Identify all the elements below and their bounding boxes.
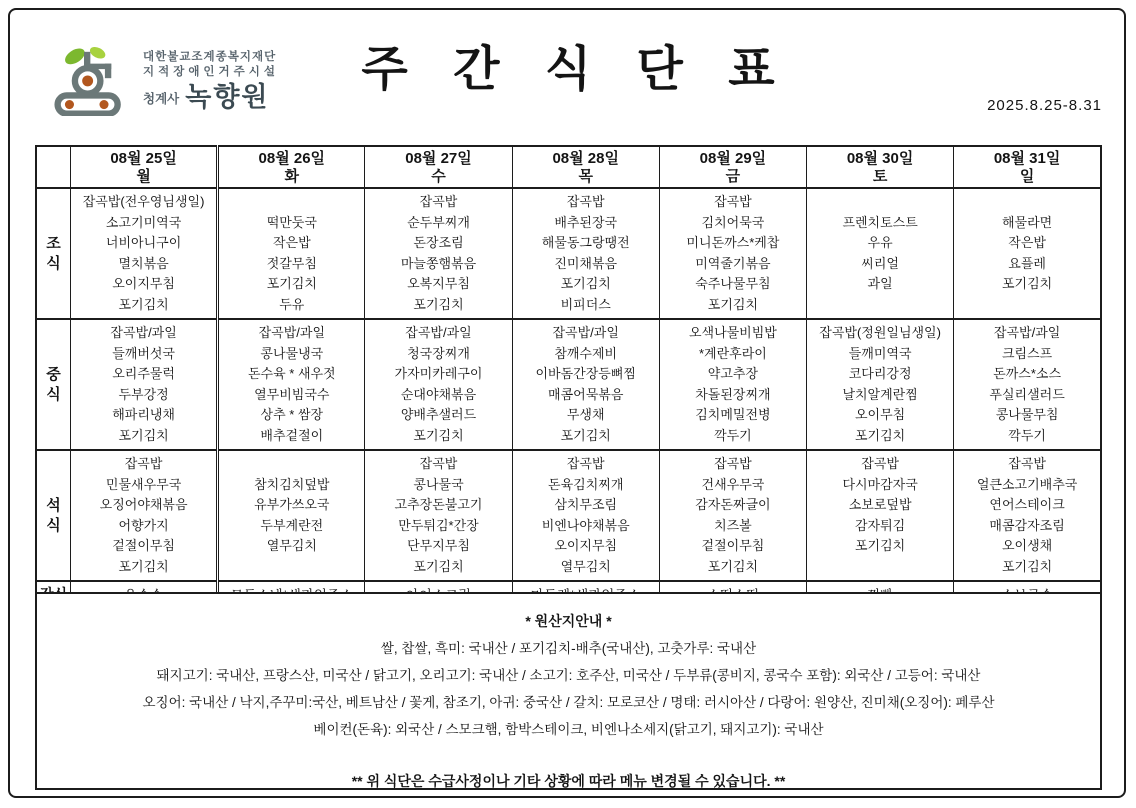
day-date: 08월 29일 (699, 149, 767, 167)
menu-item: 포기김치 (1001, 276, 1053, 291)
menu-item: 무생채 (566, 407, 605, 422)
menu-item: 순대야채볶음 (400, 386, 477, 402)
menu-item: 요플레 (1008, 255, 1046, 271)
menu-item: 열무비빔국수 (254, 386, 330, 402)
menu-item: 포기김치 (118, 427, 169, 443)
menu-item: 잡곡밥(전우영님생일) (82, 194, 205, 209)
menu-item (954, 192, 1100, 213)
meal-label-text: 석식 (46, 496, 61, 534)
menu-item: 삼치무조림 (554, 497, 618, 512)
menu-item: 잡곡밥/과일 (552, 325, 619, 340)
menu-cell (512, 450, 659, 581)
menu-item: 겉절이무침 (701, 538, 765, 553)
menu-item: 잡곡밥 (861, 456, 899, 471)
menu-item (807, 557, 953, 578)
menu-cell (218, 319, 365, 450)
menu-cell (954, 188, 1101, 319)
menu-item: 두부강정 (118, 386, 169, 402)
menu-item: 콩나물무침 (995, 407, 1059, 422)
menu-item: 잡곡밥 (419, 194, 458, 209)
site-name: 녹향원 (185, 82, 270, 112)
menu-item: 오이생채 (1001, 538, 1053, 553)
menu-item: 해파리냉채 (112, 407, 175, 422)
menu-item: 잡곡밥 (566, 194, 605, 209)
day-date: 08월 31일 (993, 149, 1061, 167)
menu-item: 포기김치 (413, 558, 464, 574)
menu-item (807, 295, 953, 316)
meal-row (36, 450, 1101, 581)
menu-cell (365, 450, 512, 581)
menu-item: 김치메밀전병 (695, 407, 771, 422)
meal-row (36, 319, 1101, 450)
meal-label (36, 450, 71, 581)
day-date: 08월 27일 (405, 149, 472, 167)
menu-item: 해물동그랑땡전 (541, 235, 630, 250)
menu-item: 잡곡밥 (1008, 456, 1046, 471)
menu-cell (365, 188, 512, 319)
origin-line: 쌀, 찹쌀, 흑미: 국내산 / 포기김치-배추(국내산), 고춧가루: 국내산 (380, 641, 757, 656)
day-date: 08월 25일 (110, 149, 177, 167)
menu-item: 잡곡밥/과일 (110, 325, 177, 340)
menu-cell (807, 188, 954, 319)
menu-item: 포기김치 (707, 558, 759, 574)
table-header-row (36, 146, 1101, 188)
menu-item: 잡곡밥 (419, 456, 458, 471)
menu-item: 연어스테이크 (989, 497, 1065, 512)
menu-item: 잡곡밥 (714, 194, 752, 209)
menu-item: 치즈볼 (714, 517, 752, 533)
menu-item: 콩나물국 (413, 476, 464, 492)
menu-item: 만두튀김*간장 (398, 517, 479, 533)
day-header (365, 146, 512, 188)
menu-item: 잡곡밥/과일 (258, 325, 325, 340)
menu-item: 돈장조림 (413, 235, 464, 250)
menu-item (219, 454, 364, 475)
menu-cell (954, 319, 1101, 450)
meal-label (36, 319, 71, 450)
day-weekday: 목 (578, 167, 593, 185)
origin-notes-title: * 원산지안내 * (525, 613, 612, 629)
menu-item: 깍두기 (1008, 427, 1046, 443)
menu-item: 두유 (279, 296, 305, 312)
menu-item: 포기김치 (266, 276, 317, 291)
day-header (218, 146, 365, 188)
menu-item (219, 557, 364, 578)
menu-cell (218, 450, 365, 581)
menu-item: 너비아니구이 (105, 235, 182, 250)
menu-item: 잡곡밥 (566, 456, 605, 471)
menu-item: 포기김치 (413, 427, 464, 443)
menu-item: 과일 (867, 276, 893, 291)
menu-item (807, 192, 953, 213)
menu-item: 건새우무국 (701, 476, 765, 492)
day-weekday: 금 (725, 167, 741, 185)
menu-item: 겉절이무침 (112, 538, 175, 553)
menu-item: 순두부찌개 (407, 214, 470, 230)
menu-item: 돈까스*소스 (993, 366, 1062, 381)
menu-item: 오복지무침 (407, 276, 470, 291)
menu-item: 약고추장 (707, 366, 759, 381)
menu-item: 포기김치 (560, 427, 611, 443)
menu-item: 미역줄기볶음 (695, 255, 771, 271)
menu-item (219, 192, 364, 213)
org-name-line1: 대한불교조계종복지재단 (143, 51, 277, 63)
day-header (659, 146, 806, 188)
menu-item: 오이지무침 (554, 538, 618, 553)
menu-item: 오이무침 (855, 407, 906, 422)
menu-item: 참치김치덮밥 (254, 476, 330, 492)
menu-item: 매콤어묵볶음 (548, 386, 624, 402)
menu-item: *계란후라이 (698, 345, 767, 361)
menu-item: 프렌치토스트 (842, 214, 918, 230)
menu-item: 잡곡밥/과일 (405, 325, 472, 340)
menu-item: 포기김치 (855, 427, 906, 443)
menu-item: 청국장찌개 (407, 345, 470, 361)
menu-change-notice: ** 위 식단은 수급사정이나 기타 상황에 따라 메뉴 변경될 수 있습니다. ** (351, 773, 786, 789)
day-header (512, 146, 659, 188)
menu-item: 가자미카레구이 (394, 366, 483, 381)
menu-item: 작은밥 (272, 235, 311, 250)
menu-item: 포기김치 (707, 296, 759, 312)
menu-item: 돈육김치찌개 (548, 476, 624, 492)
day-weekday: 화 (284, 167, 300, 185)
menu-item: 잡곡밥 (714, 456, 752, 471)
origin-line: 돼지고기: 국내산, 프랑스산, 미국산 / 닭고기, 오리고기: 국내산 / 소고기: 호주산, 미국산 / 두부류(콩비지, 콩국수 포함): 외국산 / 고등어: 국내산 (156, 668, 981, 683)
menu-cell (71, 450, 218, 581)
menu-cell (659, 450, 806, 581)
menu-table (35, 145, 1102, 607)
menu-item: 열무김치 (560, 558, 611, 574)
menu-item: 양배추샐러드 (400, 407, 477, 422)
menu-item: 진미채볶음 (554, 255, 618, 271)
menu-item: 잡곡밥 (124, 456, 163, 471)
menu-item: 우유 (867, 235, 893, 250)
meal-label (36, 188, 71, 319)
menu-cell (807, 450, 954, 581)
menu-item: 작은밥 (1008, 235, 1046, 250)
day-date: 08월 28일 (552, 149, 619, 167)
menu-cell (659, 319, 806, 450)
menu-item: 들깨미역국 (848, 345, 912, 361)
menu-item: 오징어야채볶음 (99, 497, 188, 512)
menu-item: 깍두기 (714, 427, 752, 443)
menu-cell (659, 188, 806, 319)
menu-item: 민물새우무국 (105, 476, 182, 492)
menu-item: 콩나물냉국 (260, 345, 324, 361)
menu-item: 배추된장국 (554, 214, 618, 230)
menu-item: 고추장돈불고기 (394, 497, 483, 512)
day-date: 08월 26일 (258, 149, 326, 167)
menu-item: 이바돔간장등뼈찜 (535, 366, 636, 381)
menu-item: 젓갈무침 (266, 255, 317, 271)
menu-item: 상추 * 쌈장 (260, 407, 324, 422)
origin-line: 베이컨(돈육): 외국산 / 스모크햄, 함박스테이크, 비엔나소세지(닭고기, 돼지고기): 국내산 (313, 722, 824, 737)
meal-row (36, 188, 1101, 319)
date-range: 2025.8.25-8.31 (987, 97, 1102, 114)
menu-item: 어향가지 (118, 517, 169, 533)
menu-cell (71, 188, 218, 319)
menu-item: 포기김치 (118, 558, 169, 574)
menu-cell (71, 319, 218, 450)
menu-item: 크림스프 (1001, 345, 1053, 361)
menu-item: 소보로덮밥 (848, 497, 912, 512)
menu-item: 해물라면 (1001, 214, 1053, 230)
meal-label-text: 중식 (46, 365, 61, 403)
menu-item: 푸실리샐러드 (989, 386, 1065, 402)
menu-cell (512, 188, 659, 319)
menu-item (954, 295, 1100, 316)
menu-item: 단무지무침 (407, 538, 470, 553)
day-weekday: 수 (431, 167, 446, 185)
menu-item: 포기김치 (855, 538, 906, 553)
menu-item: 열무김치 (266, 538, 317, 553)
menu-item: 포기김치 (560, 276, 611, 291)
menu-item: 포기김치 (413, 296, 464, 312)
menu-item: 비피더스 (560, 296, 611, 312)
page-title: 주 간 식 단 표 (361, 43, 791, 96)
menu-item: 얼큰소고기배추국 (976, 476, 1078, 492)
menu-item: 참깨수제비 (554, 345, 618, 361)
origin-line: 오징어: 국내산 / 낙지,주꾸미:국산, 베트남산 / 꽃게, 참조기, 아귀: 중국산 / 갈치: 모로코산 / 명태: 러시아산 / 다랑어: 원양산, 진미채(오징어): 페루산 (142, 695, 995, 710)
meal-label-text: 조식 (46, 234, 61, 272)
day-header (807, 146, 954, 188)
menu-item: 소고기미역국 (105, 214, 182, 230)
day-header (71, 146, 218, 188)
menu-item: 잡곡밥(정원일님생일) (819, 325, 941, 340)
site-prefix: 청계사 (143, 92, 180, 106)
menu-cell (365, 319, 512, 450)
menu-item: 오색나물비빔밥 (688, 325, 777, 340)
menu-item: 매콤감자조림 (989, 517, 1065, 533)
menu-item: 포기김치 (1001, 558, 1053, 574)
menu-item: 숙주나물무침 (695, 276, 771, 291)
menu-item: 감자튀김 (855, 517, 906, 533)
menu-item: 마늘쫑햄볶음 (400, 255, 477, 271)
menu-item: 잡곡밥/과일 (993, 325, 1061, 340)
menu-item: 코다리강정 (848, 366, 912, 381)
day-header (954, 146, 1101, 188)
menu-item: 씨리얼 (861, 255, 899, 271)
menu-item: 두부계란전 (260, 517, 324, 533)
org-name-line2: 지적장애인거주시설 (143, 66, 279, 78)
menu-item: 김치어묵국 (701, 214, 765, 230)
menu-cell (218, 188, 365, 319)
menu-item: 배추겉절이 (260, 427, 324, 443)
menu-item: 돈수육 * 새우젓 (247, 366, 336, 381)
menu-cell (954, 450, 1101, 581)
corner-cell (36, 146, 71, 188)
day-weekday: 월 (136, 167, 151, 185)
menu-item: 오이지무침 (112, 276, 175, 291)
menu-item: 유부가쓰오국 (254, 497, 330, 512)
menu-item: 다시마감자국 (842, 476, 918, 492)
menu-item: 감자돈짜글이 (695, 497, 771, 512)
menu-cell (807, 319, 954, 450)
menu-item: 미니돈까스*케찹 (686, 235, 780, 250)
menu-item: 떡만둣국 (266, 214, 317, 230)
menu-item: 비엔나야채볶음 (541, 517, 630, 533)
menu-item: 들깨버섯국 (112, 345, 175, 361)
menu-item: 차돌된장찌개 (695, 386, 771, 402)
menu-item: 멸치볶음 (118, 255, 169, 271)
menu-item: 오리주물럭 (112, 366, 175, 381)
menu-cell (512, 319, 659, 450)
day-weekday: 일 (1019, 167, 1035, 185)
day-date: 08월 30일 (846, 149, 914, 167)
menu-item: 포기김치 (118, 296, 169, 312)
origin-notes (35, 592, 1102, 790)
menu-item: 날치알계란찜 (842, 386, 918, 402)
day-weekday: 토 (872, 167, 888, 185)
origin-lines (37, 635, 1100, 743)
